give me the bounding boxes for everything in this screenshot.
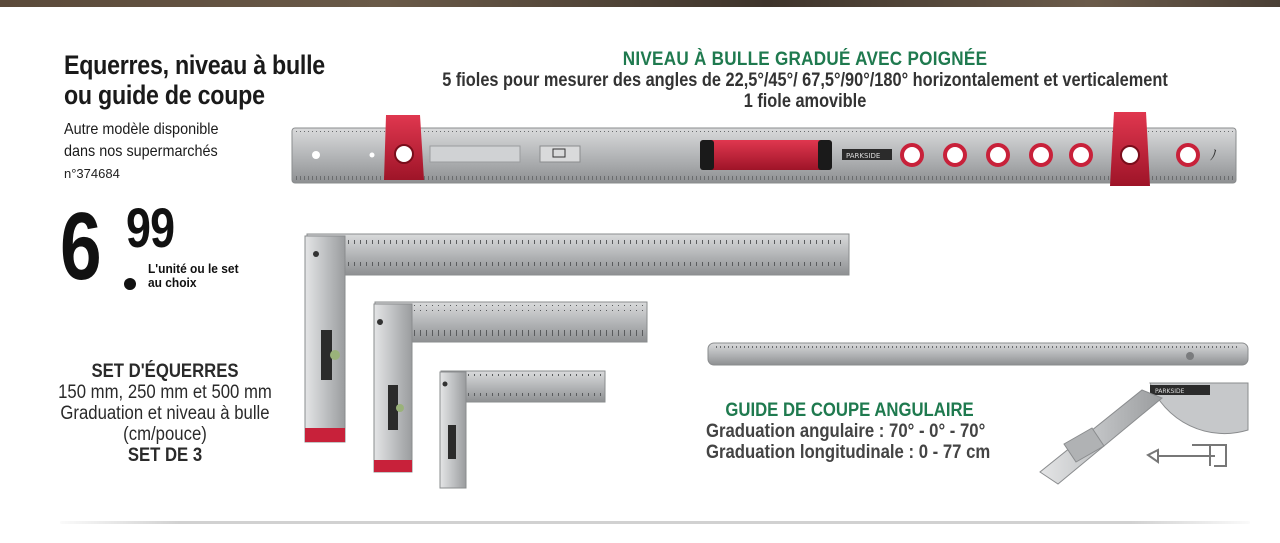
product-reference: n°374684 bbox=[64, 166, 120, 181]
price-integer: 6 bbox=[60, 193, 101, 300]
angle-guide-illustration bbox=[708, 343, 1248, 484]
vial-2 bbox=[945, 145, 965, 165]
spirit-level-illustration bbox=[292, 112, 1236, 186]
set-equerres-line1: 150 mm, 250 mm et 500 mm bbox=[58, 382, 272, 403]
product-title-line2: ou guide de coupe bbox=[64, 80, 265, 110]
svg-text:PARKSIDE: PARKSIDE bbox=[846, 152, 881, 160]
availability-line1: Autre modèle disponible bbox=[64, 121, 219, 138]
product-title-line1: Equerres, niveau à bulle bbox=[64, 50, 325, 80]
clamp-icon bbox=[1148, 445, 1226, 466]
niveau-heading: NIVEAU À BULLE GRADUÉ AVEC POIGNÉE bbox=[622, 49, 988, 70]
availability-line2: dans nos supermarchés bbox=[64, 143, 218, 160]
handle-grip bbox=[700, 140, 832, 170]
vial-4 bbox=[1031, 145, 1051, 165]
price-unit-line2: au choix bbox=[148, 275, 197, 290]
guide-line2: Graduation longitudinale : 0 - 77 cm bbox=[706, 442, 991, 463]
price-decimals: 99 bbox=[126, 196, 175, 259]
set-equerres-line3: (cm/pouce) bbox=[123, 424, 207, 445]
set-equerres-line2: Graduation et niveau à bulle bbox=[60, 403, 270, 424]
vial-3 bbox=[988, 145, 1008, 165]
niveau-line2: 1 fiole amovible bbox=[743, 91, 867, 112]
price-unit-line1: L'unité ou le set bbox=[148, 261, 239, 276]
guide-heading: GUIDE DE COUPE ANGULAIRE bbox=[725, 400, 974, 421]
set-equerres-footer: SET DE 3 bbox=[127, 445, 203, 466]
guide-arm bbox=[1040, 390, 1162, 484]
svg-text:ﾉ: ﾉ bbox=[1210, 147, 1217, 163]
niveau-line1: 5 fioles pour mesurer des angles de 22,5°/45°/ 67,5°/90°/180° horizontalement et verticalement bbox=[442, 70, 1168, 91]
hanging-hole-icon bbox=[312, 151, 320, 159]
svg-text:PARKSIDE: PARKSIDE bbox=[1155, 388, 1185, 395]
brand-label-square-small bbox=[448, 425, 456, 459]
vial-1 bbox=[902, 145, 922, 165]
bottom-divider bbox=[60, 521, 1250, 524]
set-equerres-heading: SET D'ÉQUERRES bbox=[91, 361, 239, 382]
vial-5 bbox=[1071, 145, 1091, 165]
guide-line1: Graduation angulaire : 70° - 0° - 70° bbox=[706, 421, 986, 442]
square-150mm-illustration bbox=[440, 371, 605, 488]
removable-vial bbox=[1178, 145, 1198, 165]
